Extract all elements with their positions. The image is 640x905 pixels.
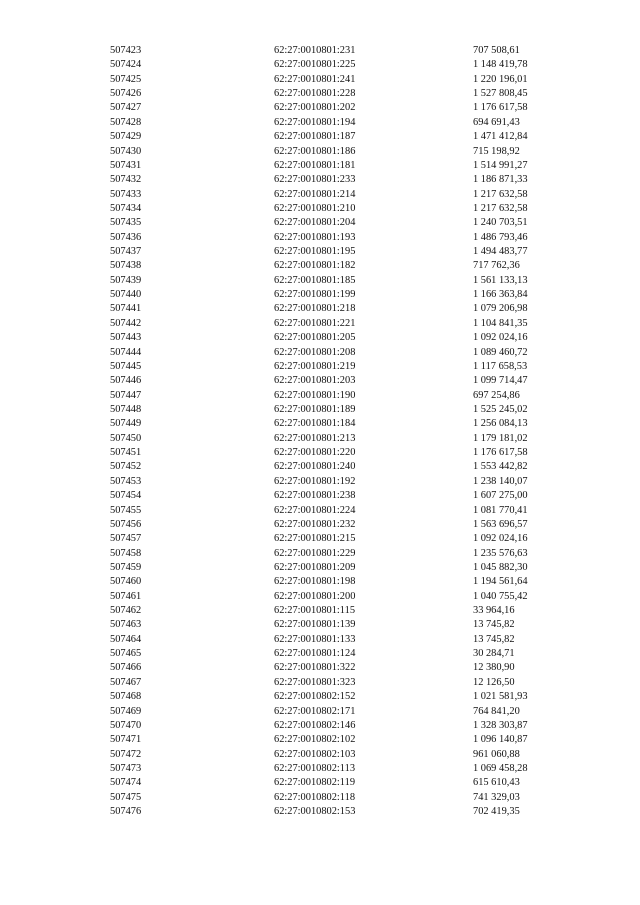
table-row	[0, 791, 640, 805]
cadastral-value: 1 525 245,02	[473, 403, 528, 415]
cadastral-value: 1 328 303,87	[473, 719, 528, 731]
cadastral-number: 62:27:0010801:218	[274, 303, 356, 315]
table-row	[0, 661, 640, 675]
cadastral-number: 62:27:0010801:198	[274, 576, 356, 588]
cadastral-number: 62:27:0010801:124	[274, 648, 356, 660]
row-number: 507444	[110, 346, 142, 358]
row-number: 507470	[110, 719, 142, 731]
cadastral-number: 62:27:0010801:219	[274, 360, 356, 372]
row-number: 507468	[110, 691, 142, 703]
cadastral-number: 62:27:0010801:238	[274, 490, 356, 502]
table-row	[0, 690, 640, 704]
table-row	[0, 346, 640, 360]
cadastral-value: 717 762,36	[473, 260, 520, 272]
cadastral-number: 62:27:0010801:208	[274, 346, 356, 358]
table-row	[0, 575, 640, 589]
cadastral-value: 1 092 024,16	[473, 533, 528, 545]
cadastral-number: 62:27:0010801:199	[274, 289, 356, 301]
cadastral-number: 62:27:0010801:209	[274, 561, 356, 573]
row-number: 507425	[110, 73, 142, 85]
cadastral-number: 62:27:0010801:189	[274, 403, 356, 415]
cadastral-value: 1 217 632,58	[473, 202, 528, 214]
table-row	[0, 676, 640, 690]
cadastral-number: 62:27:0010802:113	[274, 762, 356, 774]
cadastral-value: 741 329,03	[473, 791, 520, 803]
cadastral-number: 62:27:0010802:153	[274, 806, 356, 818]
row-number: 507447	[110, 389, 142, 401]
row-number: 507436	[110, 231, 142, 243]
cadastral-value: 1 220 196,01	[473, 73, 528, 85]
cadastral-value: 1 176 617,58	[473, 447, 528, 459]
cadastral-value: 13 745,82	[473, 633, 515, 645]
cadastral-number: 62:27:0010801:229	[274, 547, 356, 559]
row-number: 507451	[110, 447, 142, 459]
row-number: 507431	[110, 159, 142, 171]
table-row	[0, 719, 640, 733]
cadastral-value: 13 745,82	[473, 619, 515, 631]
row-number: 507466	[110, 662, 142, 674]
cadastral-value: 1 471 412,84	[473, 131, 528, 143]
cadastral-number: 62:27:0010801:182	[274, 260, 356, 272]
cadastral-value: 33 964,16	[473, 605, 515, 617]
cadastral-number: 62:27:0010801:184	[274, 418, 356, 430]
cadastral-value: 1 040 755,42	[473, 590, 528, 602]
table-row	[0, 288, 640, 302]
cadastral-value: 1 194 561,64	[473, 576, 528, 588]
cadastral-number: 62:27:0010801:220	[274, 447, 356, 459]
cadastral-number: 62:27:0010801:193	[274, 231, 356, 243]
row-number: 507453	[110, 475, 142, 487]
table-row	[0, 647, 640, 661]
table-row	[0, 44, 640, 58]
cadastral-number: 62:27:0010801:240	[274, 461, 356, 473]
cadastral-value: 1 176 617,58	[473, 102, 528, 114]
cadastral-number: 62:27:0010801:203	[274, 375, 356, 387]
cadastral-value: 1 514 991,27	[473, 159, 528, 171]
row-number: 507448	[110, 403, 142, 415]
table-row	[0, 446, 640, 460]
row-number: 507457	[110, 533, 142, 545]
table-row	[0, 374, 640, 388]
table-row	[0, 776, 640, 790]
table-row	[0, 231, 640, 245]
cadastral-number: 62:27:0010801:202	[274, 102, 356, 114]
table-row	[0, 604, 640, 618]
table-row	[0, 504, 640, 518]
cadastral-number: 62:27:0010801:241	[274, 73, 356, 85]
table-row	[0, 73, 640, 87]
cadastral-value: 1 235 576,63	[473, 547, 528, 559]
table-row	[0, 274, 640, 288]
row-number: 507435	[110, 217, 142, 229]
table-row	[0, 705, 640, 719]
cadastral-value: 1 179 181,02	[473, 432, 528, 444]
row-number: 507433	[110, 188, 142, 200]
cadastral-number: 62:27:0010801:204	[274, 217, 356, 229]
cadastral-value: 697 254,86	[473, 389, 520, 401]
row-number: 507440	[110, 289, 142, 301]
table-row	[0, 518, 640, 532]
cadastral-value: 1 486 793,46	[473, 231, 528, 243]
row-number: 507456	[110, 518, 142, 530]
cadastral-number: 62:27:0010801:228	[274, 88, 356, 100]
row-number: 507446	[110, 375, 142, 387]
row-number: 507460	[110, 576, 142, 588]
row-number: 507472	[110, 748, 142, 760]
cadastral-value: 764 841,20	[473, 705, 520, 717]
cadastral-value: 1 104 841,35	[473, 317, 528, 329]
cadastral-number: 62:27:0010801:224	[274, 504, 356, 516]
row-number: 507438	[110, 260, 142, 272]
cadastral-value: 1 166 363,84	[473, 289, 528, 301]
row-number: 507473	[110, 762, 142, 774]
cadastral-value: 1 148 419,78	[473, 59, 528, 71]
cadastral-value: 1 607 275,00	[473, 490, 528, 502]
table-row	[0, 417, 640, 431]
cadastral-value: 1 186 871,33	[473, 174, 528, 186]
cadastral-value: 1 079 206,98	[473, 303, 528, 315]
table-row	[0, 173, 640, 187]
row-number: 507475	[110, 791, 142, 803]
cadastral-value: 1 240 703,51	[473, 217, 528, 229]
cadastral-number: 62:27:0010801:133	[274, 633, 356, 645]
table-row	[0, 317, 640, 331]
row-number: 507455	[110, 504, 142, 516]
cadastral-number: 62:27:0010801:232	[274, 518, 356, 530]
table-row	[0, 532, 640, 546]
cadastral-number: 62:27:0010802:118	[274, 791, 356, 803]
cadastral-number: 62:27:0010801:200	[274, 590, 356, 602]
cadastral-value: 1 494 483,77	[473, 246, 528, 258]
row-number: 507449	[110, 418, 142, 430]
row-number: 507424	[110, 59, 142, 71]
row-number: 507429	[110, 131, 142, 143]
row-number: 507461	[110, 590, 142, 602]
cadastral-number: 62:27:0010802:146	[274, 719, 356, 731]
cadastral-value-table	[0, 44, 640, 819]
cadastral-value: 702 419,35	[473, 806, 520, 818]
table-row	[0, 403, 640, 417]
cadastral-value: 961 060,88	[473, 748, 520, 760]
row-number: 507426	[110, 88, 142, 100]
cadastral-number: 62:27:0010802:103	[274, 748, 356, 760]
table-row	[0, 202, 640, 216]
table-row	[0, 58, 640, 72]
row-number: 507437	[110, 246, 142, 258]
cadastral-number: 62:27:0010802:171	[274, 705, 356, 717]
cadastral-value: 1 092 024,16	[473, 332, 528, 344]
cadastral-value: 1 045 882,30	[473, 561, 528, 573]
cadastral-number: 62:27:0010801:190	[274, 389, 356, 401]
row-number: 507463	[110, 619, 142, 631]
table-row	[0, 159, 640, 173]
cadastral-value: 1 021 581,93	[473, 691, 528, 703]
table-row	[0, 145, 640, 159]
table-row	[0, 762, 640, 776]
cadastral-value: 1 117 658,53	[473, 360, 528, 372]
cadastral-number: 62:27:0010801:181	[274, 159, 356, 171]
cadastral-value: 1 561 133,13	[473, 274, 528, 286]
cadastral-value: 1 081 770,41	[473, 504, 528, 516]
cadastral-number: 62:27:0010801:139	[274, 619, 356, 631]
row-number: 507439	[110, 274, 142, 286]
cadastral-value: 12 380,90	[473, 662, 515, 674]
row-number: 507430	[110, 145, 142, 157]
cadastral-number: 62:27:0010801:205	[274, 332, 356, 344]
table-row	[0, 389, 640, 403]
table-row	[0, 475, 640, 489]
table-row	[0, 733, 640, 747]
row-number: 507476	[110, 806, 142, 818]
table-row	[0, 116, 640, 130]
row-number: 507462	[110, 605, 142, 617]
cadastral-value: 694 691,43	[473, 116, 520, 128]
row-number: 507459	[110, 561, 142, 573]
cadastral-value: 1 096 140,87	[473, 734, 528, 746]
cadastral-value: 30 284,71	[473, 648, 515, 660]
row-number: 507442	[110, 317, 142, 329]
cadastral-number: 62:27:0010801:225	[274, 59, 356, 71]
cadastral-value: 1 553 442,82	[473, 461, 528, 473]
row-number: 507474	[110, 777, 142, 789]
cadastral-value: 715 198,92	[473, 145, 520, 157]
row-number: 507465	[110, 648, 142, 660]
table-row	[0, 618, 640, 632]
row-number: 507441	[110, 303, 142, 315]
cadastral-number: 62:27:0010801:187	[274, 131, 356, 143]
table-row	[0, 432, 640, 446]
cadastral-number: 62:27:0010801:214	[274, 188, 356, 200]
cadastral-number: 62:27:0010801:322	[274, 662, 356, 674]
table-row	[0, 245, 640, 259]
cadastral-number: 62:27:0010801:323	[274, 676, 356, 688]
table-row	[0, 489, 640, 503]
table-row	[0, 561, 640, 575]
cadastral-number: 62:27:0010801:115	[274, 605, 356, 617]
table-row	[0, 331, 640, 345]
table-row	[0, 460, 640, 474]
cadastral-number: 62:27:0010802:102	[274, 734, 356, 746]
row-number: 507454	[110, 490, 142, 502]
cadastral-number: 62:27:0010801:233	[274, 174, 356, 186]
row-number: 507467	[110, 676, 142, 688]
cadastral-number: 62:27:0010801:185	[274, 274, 356, 286]
cadastral-number: 62:27:0010801:192	[274, 475, 356, 487]
table-row	[0, 302, 640, 316]
cadastral-value: 1 527 808,45	[473, 88, 528, 100]
cadastral-value: 1 089 460,72	[473, 346, 528, 358]
table-row	[0, 188, 640, 202]
cadastral-value: 1 238 140,07	[473, 475, 528, 487]
cadastral-number: 62:27:0010801:195	[274, 246, 356, 258]
row-number: 507452	[110, 461, 142, 473]
cadastral-number: 62:27:0010801:186	[274, 145, 356, 157]
cadastral-number: 62:27:0010801:194	[274, 116, 356, 128]
cadastral-number: 62:27:0010801:221	[274, 317, 356, 329]
cadastral-value: 1 256 084,13	[473, 418, 528, 430]
cadastral-value: 1 099 714,47	[473, 375, 528, 387]
cadastral-value: 12 126,50	[473, 676, 515, 688]
cadastral-number: 62:27:0010801:210	[274, 202, 356, 214]
cadastral-number: 62:27:0010801:231	[274, 45, 356, 56]
cadastral-number: 62:27:0010801:213	[274, 432, 356, 444]
row-number: 507458	[110, 547, 142, 559]
row-number: 507464	[110, 633, 142, 645]
row-number: 507423	[110, 45, 142, 56]
table-row	[0, 259, 640, 273]
table-row	[0, 748, 640, 762]
row-number: 507427	[110, 102, 142, 114]
table-row	[0, 805, 640, 819]
row-number: 507443	[110, 332, 142, 344]
cadastral-value: 1 563 696,57	[473, 518, 528, 530]
table-row	[0, 87, 640, 101]
row-number: 507469	[110, 705, 142, 717]
cadastral-number: 62:27:0010802:152	[274, 691, 356, 703]
row-number: 507434	[110, 202, 142, 214]
cadastral-value: 1 069 458,28	[473, 762, 528, 774]
table-row	[0, 547, 640, 561]
cadastral-value: 707 508,61	[473, 45, 520, 56]
row-number: 507445	[110, 360, 142, 372]
table-row	[0, 216, 640, 230]
table-row	[0, 130, 640, 144]
table-row	[0, 101, 640, 115]
table-row	[0, 360, 640, 374]
cadastral-value: 1 217 632,58	[473, 188, 528, 200]
cadastral-number: 62:27:0010802:119	[274, 777, 356, 789]
table-row	[0, 633, 640, 647]
cadastral-number: 62:27:0010801:215	[274, 533, 356, 545]
row-number: 507432	[110, 174, 142, 186]
row-number: 507471	[110, 734, 142, 746]
row-number: 507428	[110, 116, 142, 128]
table-row	[0, 590, 640, 604]
cadastral-value: 615 610,43	[473, 777, 520, 789]
row-number: 507450	[110, 432, 142, 444]
